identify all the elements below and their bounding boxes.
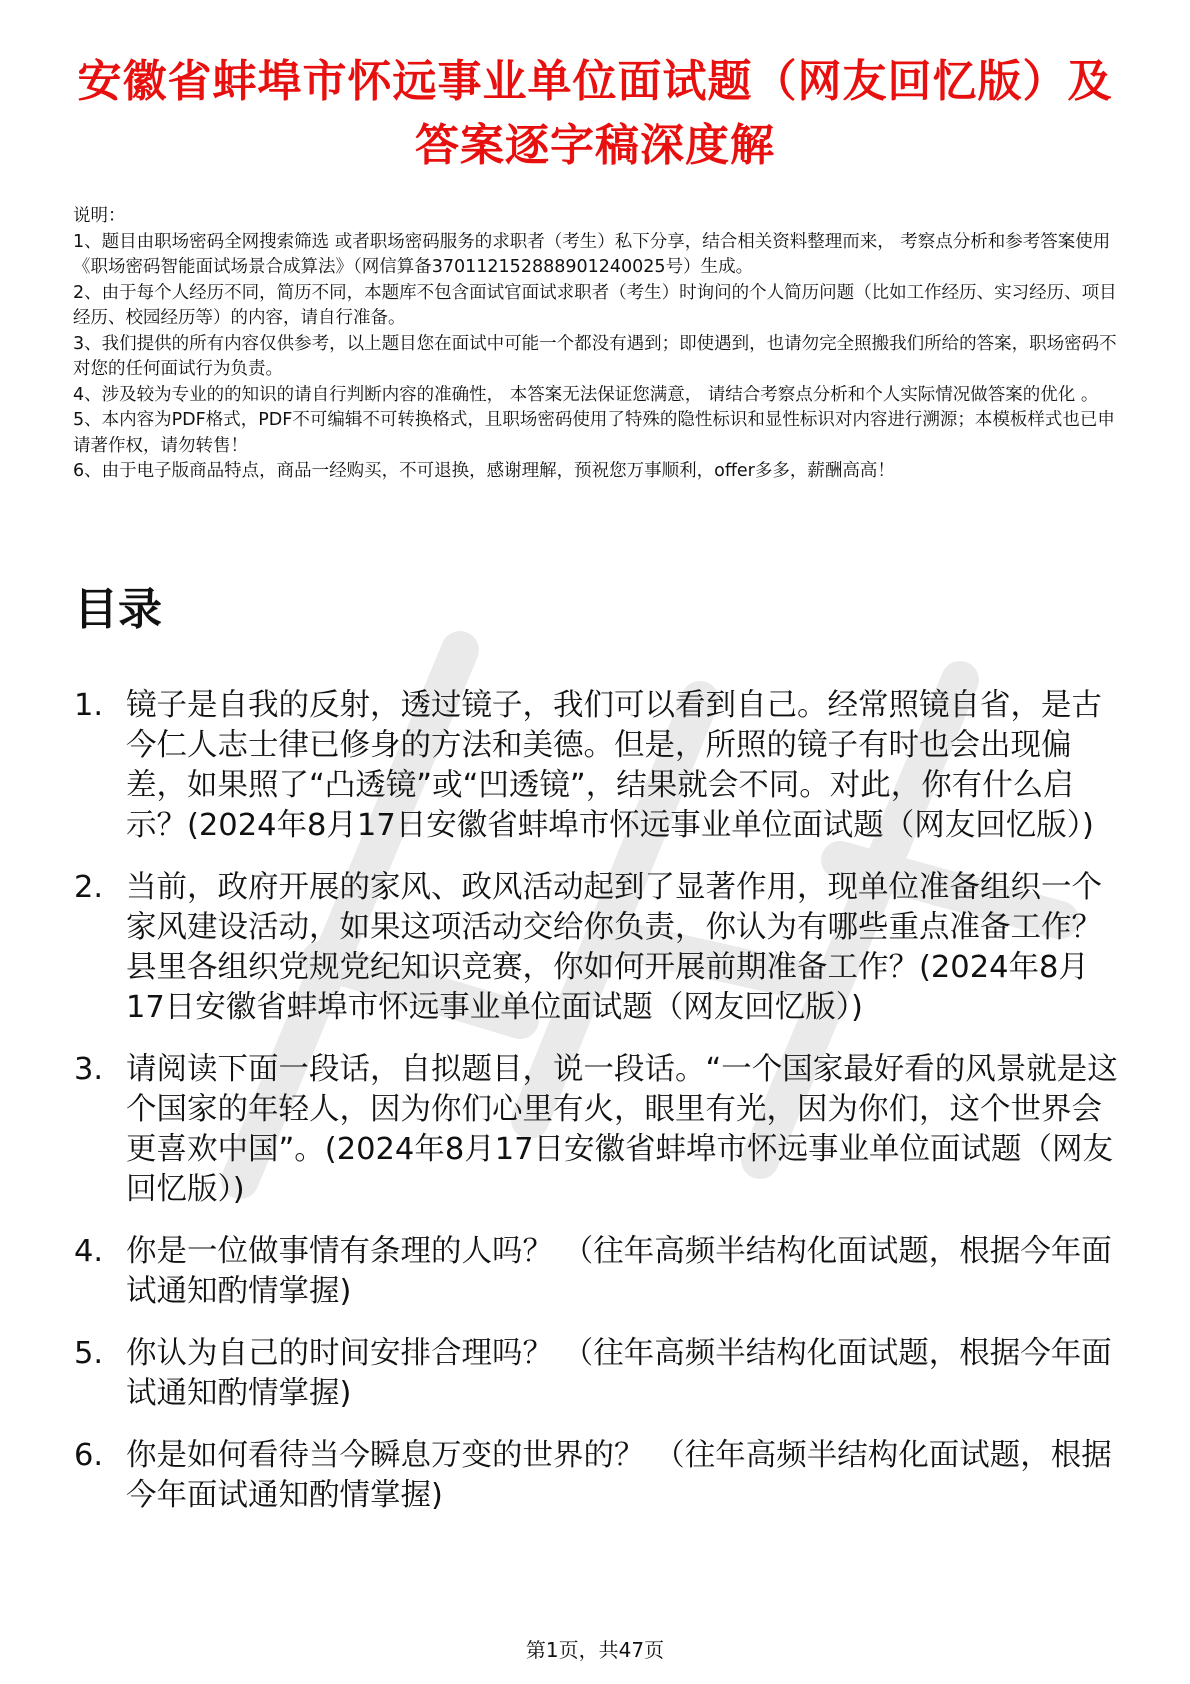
toc-item-number: 1. [74, 688, 104, 723]
toc-item-text: 你认为自己的时间安排合理吗？ （往年高频半结构化面试题，根据今年面试通知酌情掌握) [126, 1336, 1112, 1411]
notes-label: 说明： [73, 206, 126, 226]
toc-item-number: 4. [74, 1234, 104, 1269]
toc-item-number: 6. [74, 1438, 104, 1473]
toc-item-1[interactable] [74, 686, 1124, 846]
toc-item-text: 当前，政府开展的家风、政风活动起到了显著作用，现单位准备组织一个家风建设活动，如果这项活动交给你负责，你认为有哪些重点准备工作？县里各组织党规党纪知识竞赛，你如何开展前期准备工作？(2024年8月17日安徽省蚌埠市怀远事业单位面试题（网友回忆版）) [126, 870, 1102, 1025]
toc-heading: 目录 [74, 584, 162, 635]
toc-item-2[interactable] [74, 868, 1124, 1028]
toc-item-text: 你是如何看待当今瞬息万变的世界的？ （往年高频半结构化面试题，根据今年面试通知酌情掌握) [126, 1438, 1112, 1513]
page-number: 第1页，共47页 [525, 1638, 665, 1662]
toc-item-text: 请阅读下面一段话，自拟题目，说一段话。“一个国家最好看的风景就是这个国家的年轻人，因为你们心里有火，眼里有光，因为你们，这个世界会更喜欢中国”。(2024年8月17日安徽省蚌埠市怀远事业单位面试题（网友回忆版）) [126, 1052, 1118, 1207]
toc-item-number: 3. [74, 1052, 104, 1087]
toc-item-number: 2. [74, 870, 104, 905]
notes-section [73, 204, 1118, 485]
toc-item-6[interactable] [74, 1436, 1124, 1516]
toc-item-text: 镜子是自我的反射，透过镜子，我们可以看到自己。经常照镜自省，是古今仁人志士律已修身的方法和美德。但是，所照的镜子有时也会出现偏差，如果照了“凸透镜”或“凹透镜”，结果就会不同。对此，你有什么启示？(2024年8月17日安徽省蚌埠市怀远事业单位面试题（网友回忆版）) [126, 688, 1102, 843]
note-item: 3、我们提供的所有内容仅供参考，以上题目您在面试中可能一个都没有遇到；即使遇到，也请勿完全照搬我们所给的答案，职场密码不对您的任何面试行为负责。 [73, 333, 1117, 379]
note-item: 1、题目由职场密码全网搜索筛选 或者职场密码服务的求职者（考生）私下分享，结合相关资料整理而来， 考察点分析和参考答案使用《职场密码智能面试场景合成算法》（网信算备370112152888901240025号）生成。 [73, 231, 1111, 277]
toc-item-4[interactable] [74, 1232, 1124, 1312]
toc-item-text: 你是一位做事情有条理的人吗？ （往年高频半结构化面试题，根据今年面试通知酌情掌握) [126, 1234, 1112, 1309]
toc-item-5[interactable] [74, 1334, 1124, 1414]
note-item: 4、涉及较为专业的的知识的请自行判断内容的准确性， 本答案无法保证您满意， 请结合考察点分析和个人实际情况做答案的优化 。 [73, 384, 1099, 405]
note-item: 2、由于每个人经历不同，简历不同，本题库不包含面试官面试求职者（考生）时询问的个人简历问题（比如工作经历、实习经历、项目经历、校园经历等）的内容，请自行准备。 [73, 282, 1117, 328]
document-title: 安徽省蚌埠市怀远事业单位面试题（网友回忆版）及答案逐字稿深度解 [77, 56, 1113, 171]
note-item: 6、由于电子版商品特点，商品一经购买，不可退换，感谢理解，预祝您万事顺利，offer多多，薪酬高高！ [73, 461, 895, 481]
toc-item-3[interactable] [74, 1050, 1124, 1210]
toc-item-number: 5. [74, 1336, 104, 1371]
toc-list [74, 686, 1124, 1516]
note-item: 5、本内容为PDF格式，PDF不可编辑不可转换格式，且职场密码使用了特殊的隐性标识和显性标识对内容进行溯源；本模板样式也已申请著作权，请勿转售！ [73, 410, 1115, 456]
